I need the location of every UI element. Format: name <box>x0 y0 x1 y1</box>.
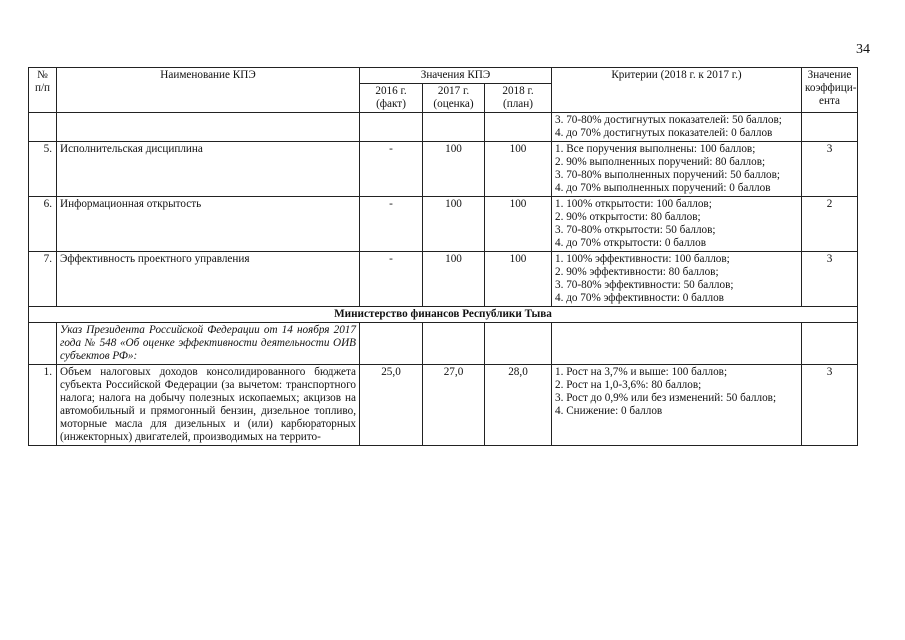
kpi-table <box>28 67 858 446</box>
kpi-name: Информационная открытость <box>57 197 360 252</box>
coefficient-value: 3 <box>802 142 858 197</box>
coefficient-value: 3 <box>802 365 858 446</box>
table-body-upper <box>29 113 858 307</box>
value-2018 <box>485 113 552 142</box>
coefficient-value: 2 <box>802 197 858 252</box>
criteria-line: 1. 100% эффективности: 100 баллов; <box>555 253 730 265</box>
criteria-line: 1. 100% открытости: 100 баллов; <box>555 198 712 210</box>
kpi-name: Исполнительская дисциплина <box>57 142 360 197</box>
value-2017: 100 <box>423 197 485 252</box>
section-row <box>29 307 858 323</box>
row-number: 7. <box>29 252 57 307</box>
criteria-line: 1. Все поручения выполнены: 100 баллов; <box>555 143 756 155</box>
value-2016: - <box>360 252 423 307</box>
table-row <box>29 252 858 307</box>
header-row-1 <box>29 68 858 84</box>
kpi-name: Объем налоговых доходов консолидированного бюджета субъекта Российской Федерации (за вычетом: транспортного налога; налога на добычу полезных ископаемых; акцизов на автомобильный и прямогонный бензин, дизельное топливо, моторные масла для дизельных и (или) карбюраторных (инжекторных) двигателей, производимых на террито- <box>57 365 360 446</box>
decree-row <box>29 323 858 365</box>
decree-empty-cell <box>360 323 423 365</box>
header-name: Наименование КПЭ <box>57 68 360 113</box>
criteria-line: 4. до 70% эффективности: 0 баллов <box>555 292 724 304</box>
row-number: 5. <box>29 142 57 197</box>
decree-text: Указ Президента Российской Федерации от 14 ноября 2017 года № 548 «Об оценке эффективности деятельности ОИВ субъектов РФ»: <box>57 323 360 365</box>
coefficient-value <box>802 113 858 142</box>
value-2016: - <box>360 197 423 252</box>
criteria-line: 4. до 70% открытости: 0 баллов <box>555 237 707 249</box>
table-body-lower <box>29 365 858 446</box>
criteria-line: 4. до 70% выполненных поручений: 0 баллов <box>555 182 771 194</box>
criteria-cell <box>552 197 802 252</box>
decree-empty-cell <box>485 323 552 365</box>
criteria-line: 3. Рост до 0,9% или без изменений: 50 баллов; <box>555 392 777 404</box>
value-2018: 100 <box>485 197 552 252</box>
row-number: 6. <box>29 197 57 252</box>
criteria-line: 3. 70-80% достигнутых показателей: 50 баллов; <box>555 114 782 126</box>
decree-num-cell <box>29 323 57 365</box>
table-section <box>29 307 858 365</box>
criteria-line: 4. Снижение: 0 баллов <box>555 405 663 417</box>
value-2016: - <box>360 142 423 197</box>
header-2017: 2017 г. (оценка) <box>423 84 485 113</box>
criteria-cell <box>552 252 802 307</box>
criteria-line: 2. 90% выполненных поручений: 80 баллов; <box>555 156 766 168</box>
row-number: 1. <box>29 365 57 446</box>
value-2017: 100 <box>423 252 485 307</box>
value-2017 <box>423 113 485 142</box>
table-row <box>29 113 858 142</box>
header-2018: 2018 г. (план) <box>485 84 552 113</box>
criteria-line: 2. 90% эффективности: 80 баллов; <box>555 266 719 278</box>
value-2017: 27,0 <box>423 365 485 446</box>
header-num: № п/п <box>29 68 57 113</box>
table-row <box>29 197 858 252</box>
value-2017: 100 <box>423 142 485 197</box>
decree-empty-cell <box>802 323 858 365</box>
section-title: Министерство финансов Республики Тыва <box>29 307 858 323</box>
page-number: 34 <box>856 42 870 57</box>
header-2016: 2016 г. (факт) <box>360 84 423 113</box>
value-2016: 25,0 <box>360 365 423 446</box>
header-criteria: Критерии (2018 г. к 2017 г.) <box>552 68 802 113</box>
decree-empty-cell <box>423 323 485 365</box>
table-row <box>29 142 858 197</box>
criteria-line: 1. Рост на 3,7% и выше: 100 баллов; <box>555 366 728 378</box>
kpi-name: Эффективность проектного управления <box>57 252 360 307</box>
row-number <box>29 113 57 142</box>
header-values-group: Значения КПЭ <box>360 68 552 84</box>
criteria-cell <box>552 113 802 142</box>
coefficient-value: 3 <box>802 252 858 307</box>
criteria-line: 3. 70-80% открытости: 50 баллов; <box>555 224 716 236</box>
criteria-line: 2. Рост на 1,0-3,6%: 80 баллов; <box>555 379 702 391</box>
kpi-name <box>57 113 360 142</box>
criteria-line: 4. до 70% достигнутых показателей: 0 баллов <box>555 127 773 139</box>
criteria-line: 3. 70-80% выполненных поручений: 50 баллов; <box>555 169 781 181</box>
criteria-cell <box>552 142 802 197</box>
value-2018: 28,0 <box>485 365 552 446</box>
value-2016 <box>360 113 423 142</box>
table-row <box>29 365 858 446</box>
criteria-line: 2. 90% открытости: 80 баллов; <box>555 211 701 223</box>
value-2018: 100 <box>485 142 552 197</box>
criteria-cell <box>552 365 802 446</box>
header-coef: Значение коэффици- ента <box>802 68 858 113</box>
criteria-line: 3. 70-80% эффективности: 50 баллов; <box>555 279 734 291</box>
decree-empty-cell <box>552 323 802 365</box>
value-2018: 100 <box>485 252 552 307</box>
